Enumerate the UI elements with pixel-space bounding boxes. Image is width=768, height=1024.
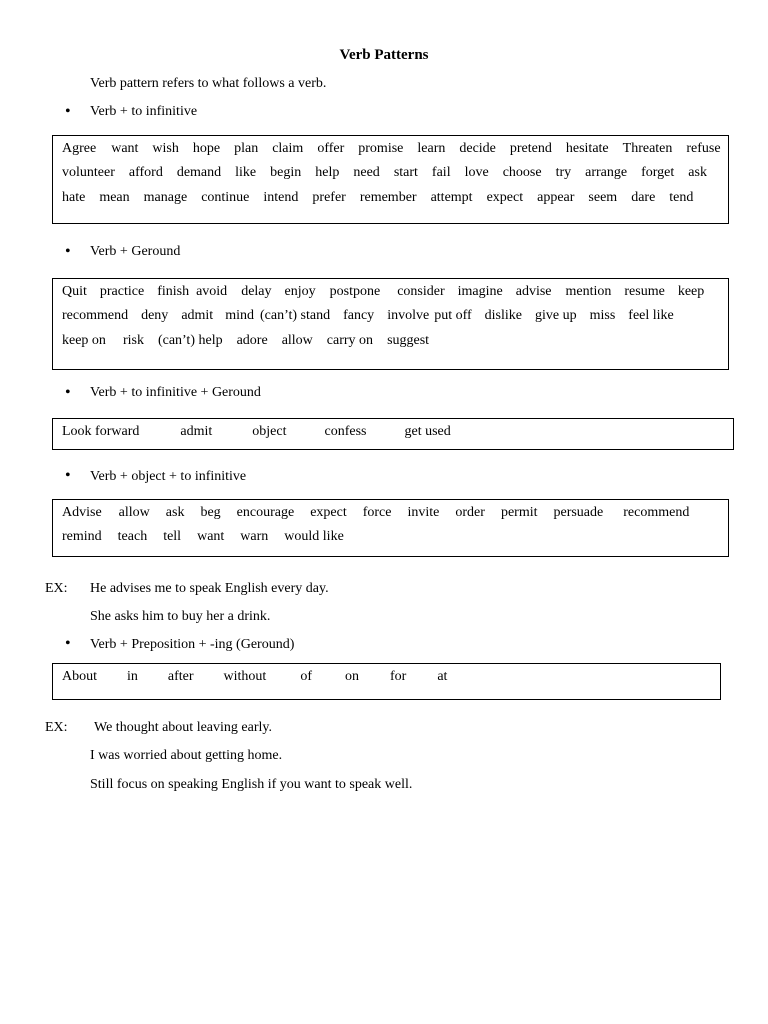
verb-word: like <box>235 165 257 180</box>
verb-word: avoid <box>196 284 228 299</box>
verb-word: finish <box>157 284 190 299</box>
verb-word: learn <box>417 141 446 156</box>
verb-word: mean <box>99 190 130 205</box>
verb-word: prefer <box>312 190 346 205</box>
verb-word: allow <box>118 505 150 520</box>
verb-word: refuse <box>686 141 721 156</box>
word-line <box>62 141 721 157</box>
word-line <box>62 669 447 685</box>
verb-word: Quit <box>62 284 87 299</box>
verb-word: risk <box>122 333 144 348</box>
verb-word: Advise <box>62 505 102 520</box>
verb-word: want <box>197 529 225 544</box>
word-line <box>62 284 704 300</box>
verb-word: teach <box>117 529 148 544</box>
verb-word: want <box>111 141 139 156</box>
verb-word: choose <box>502 165 542 180</box>
verb-word: give up <box>535 308 577 323</box>
word-box-gerund <box>52 278 729 370</box>
verb-word: delay <box>241 284 272 299</box>
word-box-object-infinitive <box>52 499 729 557</box>
example-sentence: He advises me to speak English every day. <box>90 581 329 596</box>
verb-word: attempt <box>430 190 473 205</box>
verb-word: carry on <box>326 333 374 348</box>
verb-word: keep <box>677 284 705 299</box>
verb-word: recommend <box>62 308 129 323</box>
verb-word: arrange <box>585 165 628 180</box>
verb-word: order <box>455 505 485 520</box>
verb-word: get used <box>404 424 451 439</box>
verb-word: invite <box>407 505 440 520</box>
verb-word: confess <box>324 424 367 439</box>
verb-word: love <box>464 165 489 180</box>
verb-word: fail <box>431 165 451 180</box>
verb-word: help <box>315 165 340 180</box>
verb-word: beg <box>200 505 221 520</box>
verb-word: continue <box>201 190 250 205</box>
verb-word: offer <box>317 141 345 156</box>
word-line <box>62 529 344 545</box>
bullet-icon: • <box>65 103 71 120</box>
verb-word: after <box>167 669 194 684</box>
example-sentence: She asks him to buy her a drink. <box>90 609 271 624</box>
verb-word: for <box>390 669 407 684</box>
verb-word: claim <box>272 141 304 156</box>
verb-word: afford <box>128 165 163 180</box>
example-label: EX: <box>45 720 68 735</box>
verb-word: deny <box>141 308 169 323</box>
verb-word: volunteer <box>62 165 115 180</box>
word-line <box>62 505 689 521</box>
verb-word: pretend <box>509 141 552 156</box>
word-line <box>62 424 451 440</box>
verb-word: in <box>127 669 138 684</box>
verb-word: need <box>353 165 380 180</box>
verb-word: of <box>300 669 312 684</box>
verb-word: hope <box>192 141 221 156</box>
verb-word: enjoy <box>284 284 316 299</box>
verb-word: mind <box>225 308 254 323</box>
word-box-to-infinitive <box>52 135 729 224</box>
verb-word: at <box>437 669 448 684</box>
section-heading: Verb + Preposition + -ing (Geround) <box>90 637 295 652</box>
verb-word: expect <box>486 190 524 205</box>
verb-word: wish <box>152 141 179 156</box>
verb-word: encourage <box>236 505 295 520</box>
verb-word: postpone <box>329 284 381 299</box>
verb-word: tend <box>669 190 694 205</box>
verb-word: warn <box>240 529 269 544</box>
verb-word: demand <box>176 165 222 180</box>
verb-word: remind <box>62 529 102 544</box>
verb-word: seem <box>588 190 618 205</box>
word-line <box>62 165 707 181</box>
verb-word: decide <box>459 141 496 156</box>
page-title: Verb Patterns <box>339 47 429 63</box>
bullet-icon: • <box>65 384 71 401</box>
verb-word: promise <box>358 141 404 156</box>
verb-word: fancy <box>343 308 375 323</box>
verb-word: resume <box>624 284 665 299</box>
section-heading: Verb + object + to infinitive <box>90 469 247 484</box>
verb-word: imagine <box>457 284 503 299</box>
verb-word: start <box>393 165 418 180</box>
verb-word: forget <box>641 165 675 180</box>
verb-word: force <box>362 505 392 520</box>
verb-word: put off <box>434 308 472 323</box>
verb-word: feel like <box>628 308 674 323</box>
bullet-icon: • <box>65 467 71 484</box>
verb-word: keep on <box>62 333 106 348</box>
verb-word: About <box>62 669 97 684</box>
bullet-icon: • <box>65 243 71 260</box>
verb-word: manage <box>143 190 188 205</box>
verb-word: begin <box>270 165 302 180</box>
example-label: EX: <box>45 581 68 596</box>
word-line <box>62 308 674 324</box>
word-box-infinitive-gerund <box>52 418 734 450</box>
verb-word: dislike <box>484 308 522 323</box>
verb-word: remember <box>359 190 417 205</box>
verb-word: allow <box>281 333 313 348</box>
verb-word: admit <box>181 308 214 323</box>
verb-word: admit <box>180 424 213 439</box>
verb-word: dare <box>631 190 656 205</box>
intro-text: Verb pattern refers to what follows a verb. <box>90 76 327 91</box>
example-sentence: I was worried about getting home. <box>90 748 283 763</box>
verb-word: plan <box>234 141 259 156</box>
verb-word: hesitate <box>565 141 609 156</box>
verb-word: practice <box>99 284 145 299</box>
verb-word: tell <box>163 529 182 544</box>
verb-word: Look forward <box>62 424 140 439</box>
verb-word: Threaten <box>622 141 673 156</box>
verb-word: adore <box>236 333 268 348</box>
verb-word: would like <box>284 529 344 544</box>
verb-word: (can’t) help <box>157 333 223 348</box>
verb-word: try <box>555 165 572 180</box>
verb-word: suggest <box>387 333 430 348</box>
verb-word: intend <box>263 190 299 205</box>
example-sentence: Still focus on speaking English if you want to speak well. <box>90 777 413 792</box>
bullet-icon: • <box>65 635 71 652</box>
verb-word: involve <box>387 308 430 323</box>
section-heading: Verb + to infinitive + Geround <box>90 385 261 400</box>
word-line <box>62 190 693 206</box>
verb-word: recommend <box>623 505 690 520</box>
verb-word: advise <box>515 284 552 299</box>
word-box-preposition <box>52 663 721 700</box>
verb-word: on <box>345 669 359 684</box>
verb-word: miss <box>589 308 616 323</box>
verb-word: without <box>223 669 267 684</box>
verb-word: Agree <box>62 141 97 156</box>
word-line <box>62 333 429 349</box>
verb-word: appear <box>537 190 575 205</box>
verb-word: ask <box>165 505 185 520</box>
verb-word: hate <box>62 190 86 205</box>
verb-word: object <box>252 424 287 439</box>
example-sentence: We thought about leaving early. <box>94 720 272 735</box>
verb-word: persuade <box>553 505 604 520</box>
verb-word: (can’t) stand <box>259 308 331 323</box>
verb-word: mention <box>565 284 612 299</box>
section-heading: Verb + to infinitive <box>90 104 198 119</box>
verb-word: consider <box>397 284 445 299</box>
verb-word: permit <box>500 505 538 520</box>
verb-word: expect <box>310 505 347 520</box>
section-heading: Verb + Geround <box>90 244 181 259</box>
verb-word: ask <box>688 165 707 180</box>
